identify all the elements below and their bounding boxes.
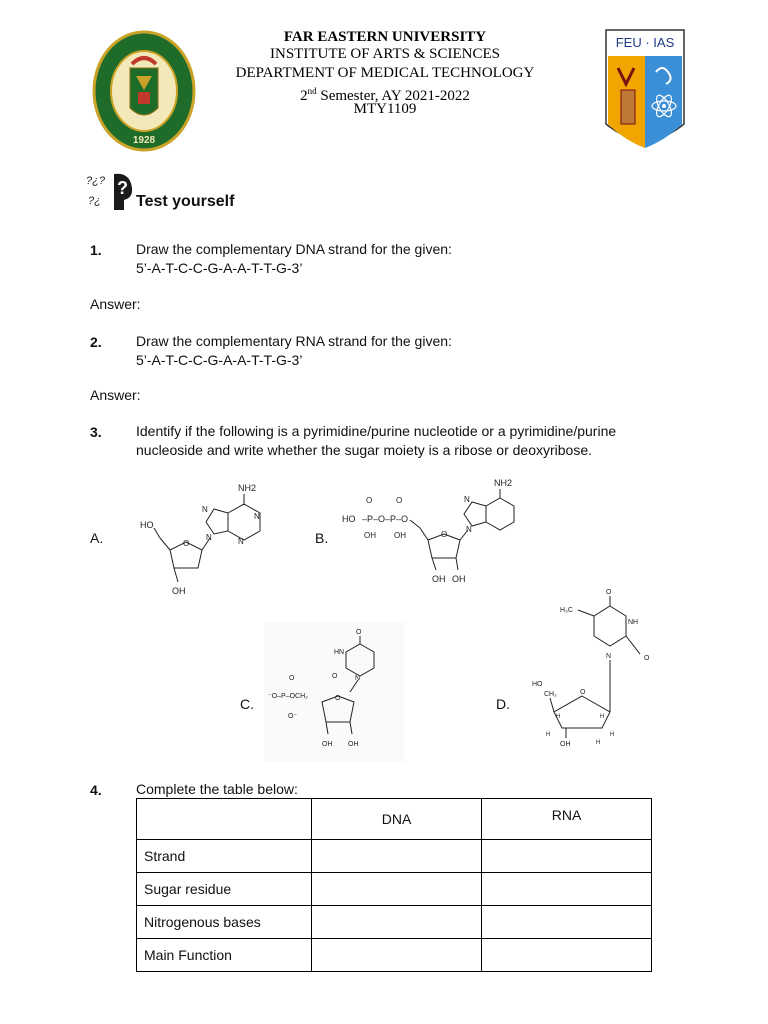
svg-text:NH2: NH2 (238, 483, 257, 493)
structure-d-thymidine (520, 582, 670, 754)
section-title: Test yourself (136, 193, 235, 210)
svg-text:N: N (206, 533, 212, 542)
q2-text: Draw the complementary RNA strand for the given: (136, 333, 452, 349)
semester-line: 2nd Semester, AY 2021-2022 (300, 86, 470, 104)
q3-number: 3. (90, 424, 102, 440)
svg-text:HO: HO (140, 520, 154, 530)
university-name: FAR EASTERN UNIVERSITY (283, 29, 487, 45)
svg-text:?¿?: ?¿? (86, 175, 105, 187)
svg-text:OH: OH (432, 574, 446, 584)
svg-text:OH: OH (452, 574, 466, 584)
svg-text:O: O (580, 689, 586, 696)
institute-name: INSTITUTE OF ARTS & SCIENCES (270, 46, 500, 62)
svg-text:N: N (466, 525, 472, 534)
question-head-icon (84, 170, 136, 216)
svg-text:H: H (610, 732, 615, 738)
svg-text:HO: HO (342, 514, 356, 524)
structure-d-label: D. (496, 696, 510, 712)
svg-text:?¿: ?¿ (88, 195, 101, 207)
svg-text:H: H (556, 714, 561, 720)
svg-text:O: O (606, 589, 612, 596)
q4-number: 4. (90, 782, 102, 798)
svg-text:?: ? (117, 178, 128, 198)
svg-text:H: H (596, 740, 601, 746)
svg-text:–P–O–P–O: –P–O–P–O (362, 514, 409, 524)
shield-title: FEU · IAS (615, 35, 675, 50)
svg-text:N: N (238, 537, 244, 546)
table-cell[interactable] (312, 939, 482, 972)
table-header-row (137, 799, 652, 840)
svg-text:N: N (202, 505, 208, 514)
seal-year: 1928 (132, 135, 156, 146)
structure-a-deoxyadenosine (136, 476, 276, 600)
q1-text: Draw the complementary DNA strand for the given: (136, 241, 452, 257)
table-row (137, 939, 652, 972)
q2-answer-label: Answer: (90, 387, 141, 403)
svg-text:OH: OH (394, 531, 406, 540)
table-header-rna: RNA (482, 799, 652, 840)
svg-text:NH: NH (628, 619, 639, 626)
svg-text:OH: OH (172, 586, 186, 596)
department-name: DEPARTMENT OF MEDICAL TECHNOLOGY (235, 65, 535, 81)
svg-text:O: O (356, 629, 362, 636)
table-header-cell (137, 799, 312, 840)
q4-text: Complete the table below: (136, 781, 298, 797)
svg-text:N: N (464, 495, 470, 504)
row-label-nitrogenous-bases: Nitrogenous bases (137, 906, 312, 939)
comparison-table (136, 798, 652, 972)
svg-text:OH: OH (560, 741, 571, 748)
q3-line1: Identify if the following is a pyrimidine/purine nucleotide or a pyrimidine/purine (136, 423, 617, 439)
svg-text:O: O (366, 496, 373, 505)
svg-text:O: O (335, 695, 341, 702)
table-cell[interactable] (482, 840, 652, 873)
row-label-sugar-residue: Sugar residue (137, 873, 312, 906)
structure-b-adp (340, 474, 530, 588)
svg-text:O: O (289, 675, 295, 682)
svg-text:OH: OH (322, 741, 333, 748)
svg-text:N: N (606, 653, 612, 660)
table-cell[interactable] (482, 939, 652, 972)
table-row (137, 840, 652, 873)
structure-b-label: B. (315, 530, 329, 546)
svg-text:O: O (183, 539, 190, 548)
svg-text:CH₂: CH₂ (544, 691, 557, 698)
svg-text:O: O (332, 673, 338, 680)
feu-ias-shield-logo (604, 28, 686, 156)
svg-text:OH: OH (348, 741, 359, 748)
q2-number: 2. (90, 334, 102, 350)
table-cell[interactable] (312, 873, 482, 906)
svg-text:HO: HO (532, 681, 543, 688)
table-header-dna: DNA (312, 799, 482, 840)
table-cell[interactable] (482, 906, 652, 939)
table-cell[interactable] (312, 840, 482, 873)
svg-text:H: H (600, 714, 605, 720)
q1-answer-label: Answer: (90, 296, 141, 312)
q1-sequence: 5’-A-T-C-C-G-A-A-T-T-G-3’ (136, 260, 303, 276)
table-row (137, 873, 652, 906)
structure-c-label: C. (240, 696, 254, 712)
q3-line2: nucleoside and write whether the sugar moiety is a ribose or deoxyribose. (136, 442, 593, 458)
svg-text:⁻O–P–OCH₂: ⁻O–P–OCH₂ (268, 693, 308, 700)
q2-sequence: 5’-A-T-C-C-G-A-A-T-T-G-3’ (136, 352, 303, 368)
svg-text:O⁻: O⁻ (288, 713, 298, 720)
svg-text:OH: OH (364, 531, 376, 540)
svg-text:H: H (546, 732, 551, 738)
svg-text:N: N (355, 675, 361, 682)
table-cell[interactable] (312, 906, 482, 939)
row-label-main-function: Main Function (137, 939, 312, 972)
structure-c-ump (264, 622, 404, 762)
svg-text:O: O (644, 655, 650, 662)
svg-text:NH2: NH2 (494, 478, 513, 488)
svg-text:O: O (441, 530, 448, 539)
svg-text:N: N (254, 512, 260, 521)
row-label-strand: Strand (137, 840, 312, 873)
svg-text:O: O (396, 496, 403, 505)
q1-number: 1. (90, 242, 102, 258)
svg-text:H₃C: H₃C (560, 607, 573, 614)
table-cell[interactable] (482, 873, 652, 906)
svg-text:HN: HN (334, 649, 345, 656)
table-row (137, 906, 652, 939)
structure-a-label: A. (90, 530, 104, 546)
course-code: MTY1109 (353, 101, 417, 117)
